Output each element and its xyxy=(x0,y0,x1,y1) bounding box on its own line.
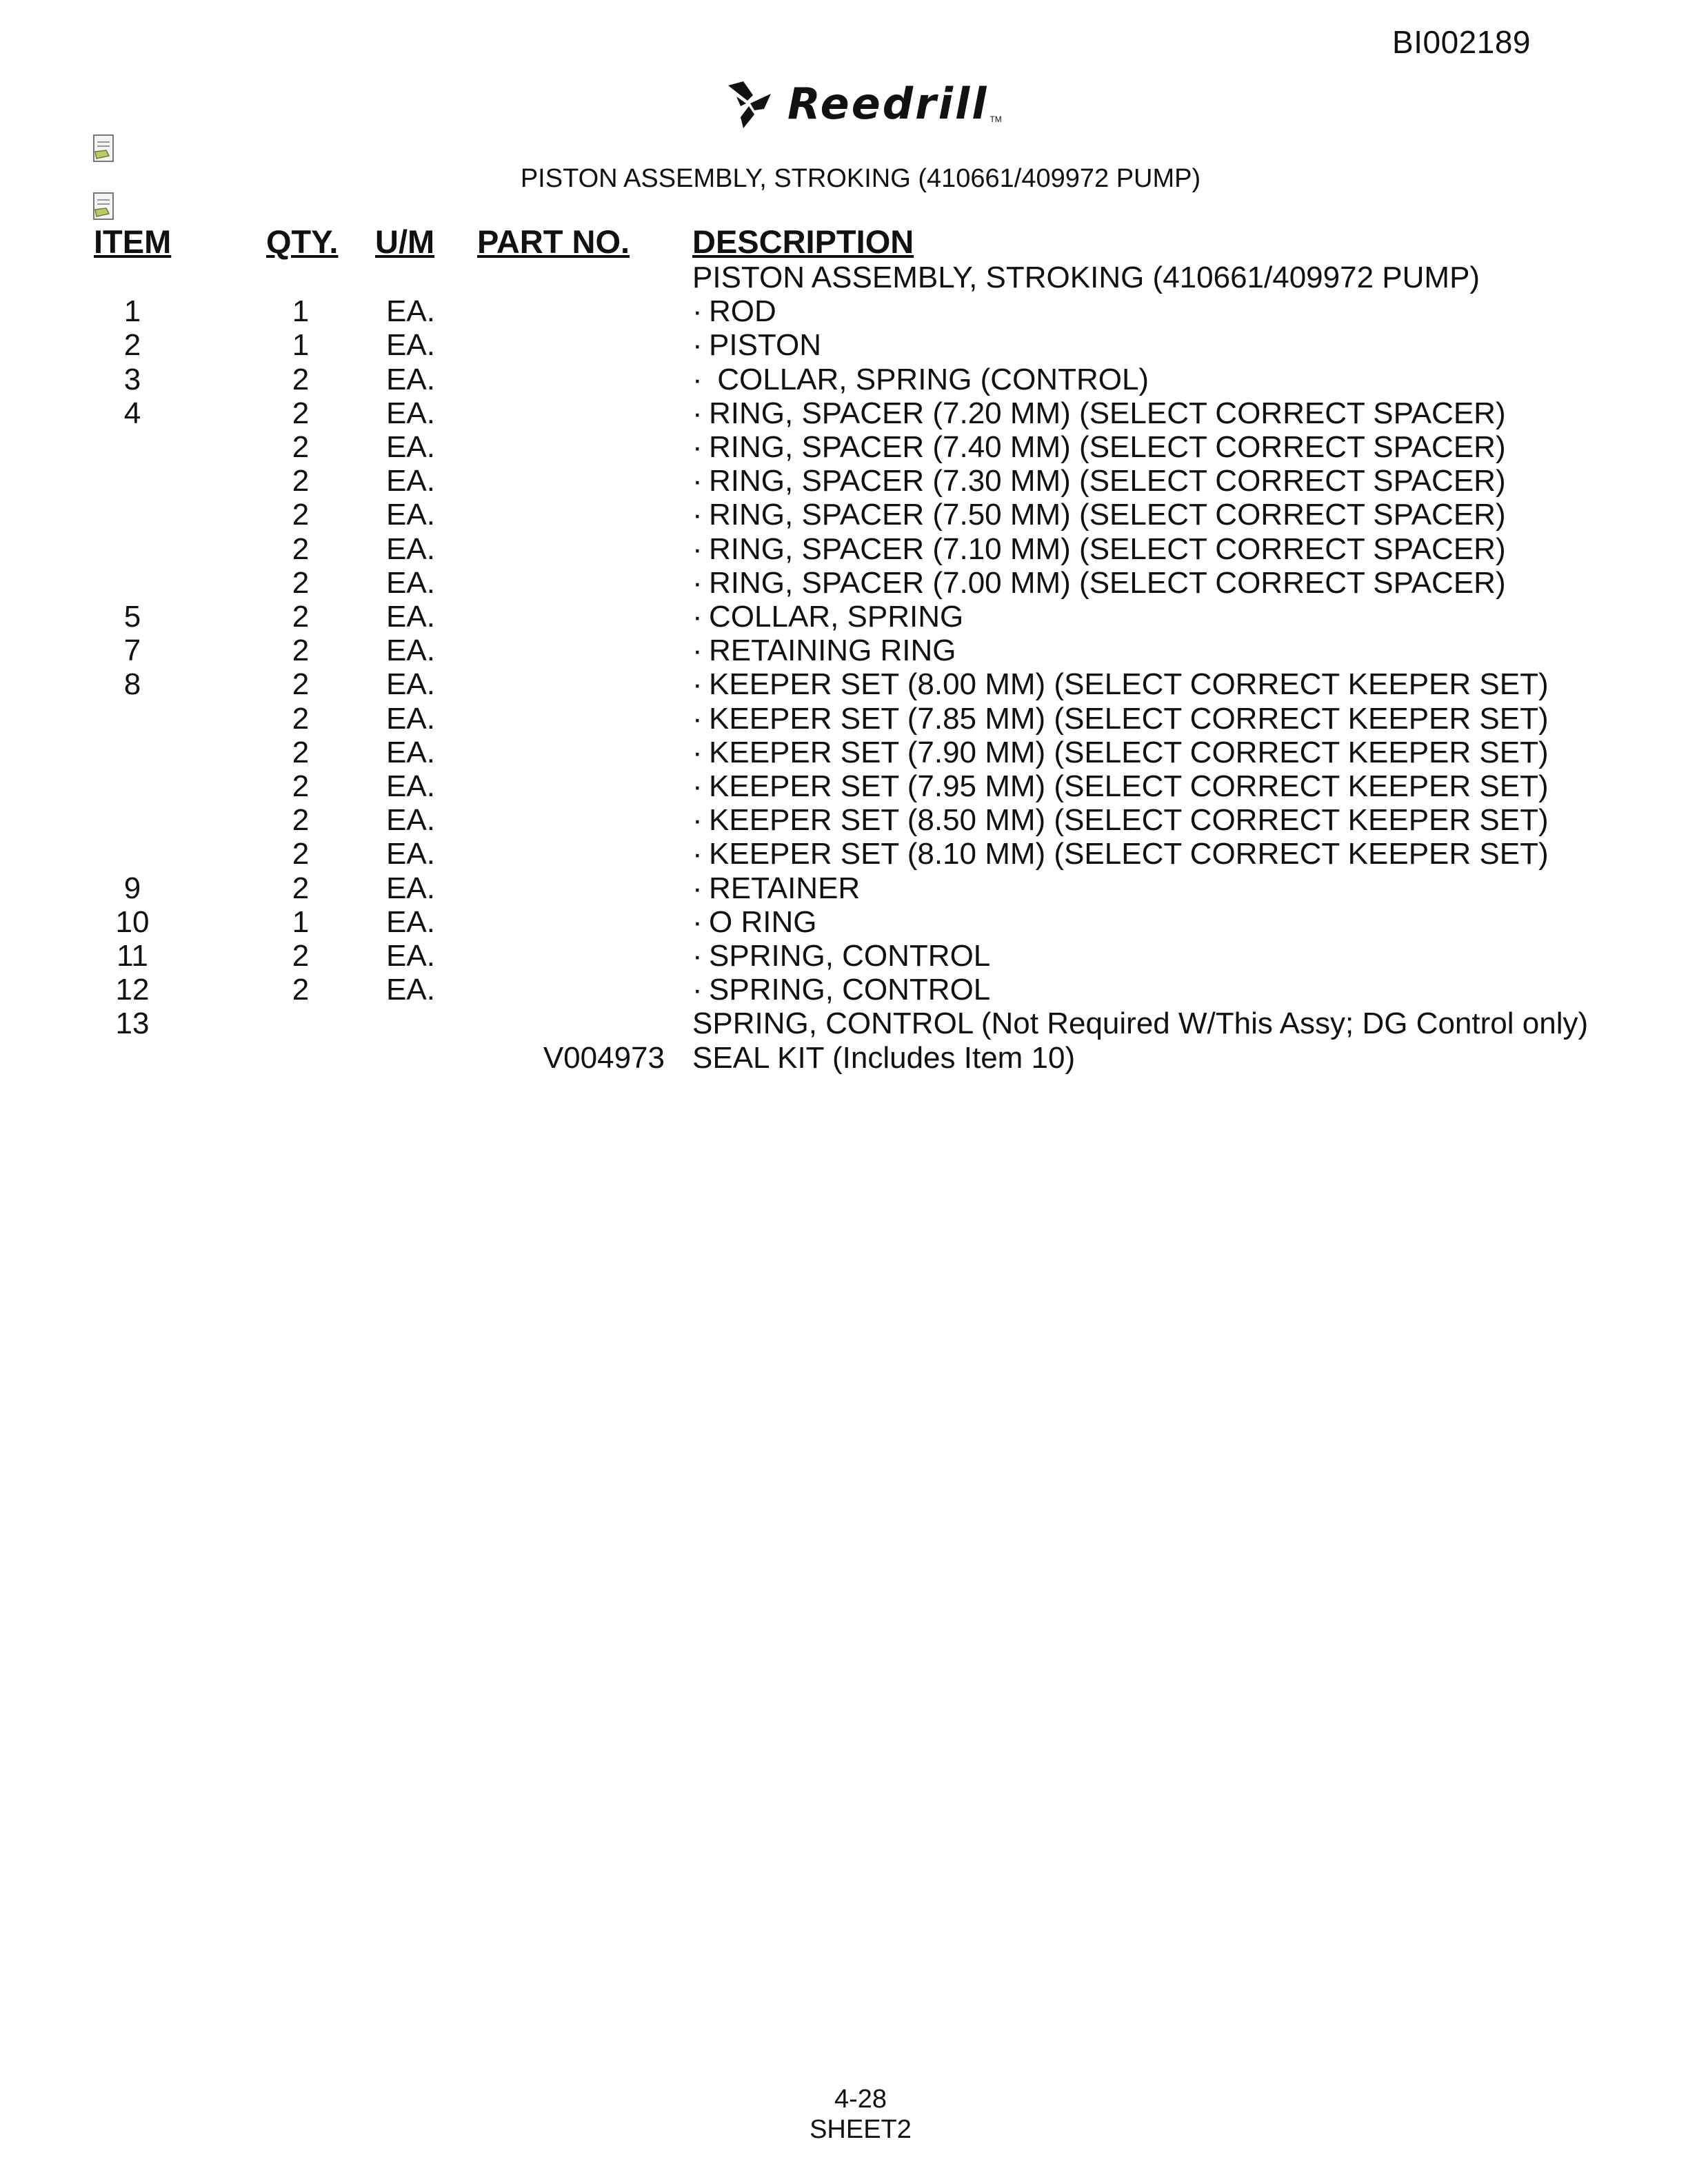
cell-part-no xyxy=(477,600,692,634)
qty-value: 2 xyxy=(292,532,310,566)
cell-um: EA. xyxy=(386,871,435,905)
item-number: 7 xyxy=(123,634,141,668)
cell-item xyxy=(0,634,266,667)
cell-description xyxy=(692,498,1588,532)
cell-um xyxy=(375,1007,477,1040)
qty-value: 2 xyxy=(292,600,310,634)
qty-value: 2 xyxy=(292,701,310,736)
cell-qty xyxy=(266,566,375,600)
table-row xyxy=(0,1007,1588,1040)
cell-qty xyxy=(266,363,375,396)
qty-value: 2 xyxy=(292,769,310,804)
cell-item xyxy=(0,769,266,803)
item-number: 3 xyxy=(123,362,141,396)
cell-part-no xyxy=(477,294,692,328)
table-row xyxy=(0,769,1588,803)
cell-description xyxy=(692,871,1588,905)
column-header-qty: QTY. xyxy=(266,223,339,260)
table-row xyxy=(0,498,1588,532)
cell-description xyxy=(692,1007,1588,1040)
cell-um: EA. xyxy=(386,532,435,566)
cell-item xyxy=(0,261,266,294)
description-text: SPRING, CONTROL xyxy=(709,973,991,1007)
bullet-marker: · xyxy=(692,294,703,329)
description-text: SPRING, CONTROL (Not Required W/This Assy; DG Control only) xyxy=(692,1007,1589,1041)
cell-qty xyxy=(266,905,375,939)
cell-item xyxy=(0,702,266,736)
cell-description xyxy=(692,837,1588,871)
description-text: SPRING, CONTROL xyxy=(709,939,991,973)
cell-item xyxy=(0,396,266,430)
cell-item xyxy=(0,532,266,566)
cell-um: EA. xyxy=(386,939,435,973)
table-row xyxy=(0,396,1588,430)
cell-item xyxy=(0,939,266,973)
cell-item xyxy=(0,600,266,634)
table-row xyxy=(0,939,1588,973)
cell-description xyxy=(692,363,1588,396)
description-text: RETAINER xyxy=(709,871,861,905)
cell-part-no xyxy=(477,667,692,701)
qty-value: 2 xyxy=(292,735,310,769)
column-header-item: ITEM xyxy=(94,223,172,260)
cell-part-no xyxy=(477,803,692,837)
item-number: 10 xyxy=(115,904,150,939)
table-row xyxy=(0,973,1588,1007)
cell-description xyxy=(692,396,1588,430)
description-text: RING, SPACER (7.20 MM) (SELECT CORRECT SPACER) xyxy=(709,396,1506,430)
cell-part-no xyxy=(477,837,692,871)
cell-um: EA. xyxy=(386,735,435,769)
table-row xyxy=(0,803,1588,837)
cell-um: EA. xyxy=(386,294,435,329)
cell-description xyxy=(692,328,1588,362)
bullet-marker: · xyxy=(692,498,703,532)
table-row xyxy=(0,294,1588,328)
cell-um: EA. xyxy=(386,430,435,465)
qty-value: 2 xyxy=(292,803,310,838)
description-text: RING, SPACER (7.50 MM) (SELECT CORRECT SPACER) xyxy=(709,498,1506,532)
cell-item xyxy=(0,803,266,837)
bullet-marker: · xyxy=(692,667,703,702)
cell-qty xyxy=(266,702,375,736)
table-row xyxy=(0,736,1588,769)
description-text: RING, SPACER (7.10 MM) (SELECT CORRECT SPACER) xyxy=(709,532,1506,566)
qty-value: 1 xyxy=(292,294,310,329)
cell-part-no xyxy=(477,396,692,430)
description-text: SEAL KIT (Includes Item 10) xyxy=(692,1040,1076,1075)
qty-value: 2 xyxy=(292,362,310,396)
description-text: KEEPER SET (8.10 MM) (SELECT CORRECT KEEPER SET) xyxy=(709,837,1549,871)
parts-table-body xyxy=(0,261,1588,1075)
cell-item xyxy=(0,905,266,939)
cell-description xyxy=(692,532,1588,566)
cell-qty xyxy=(266,464,375,498)
cell-um: EA. xyxy=(386,904,435,939)
cell-qty xyxy=(266,939,375,973)
bullet-marker: · xyxy=(692,939,703,973)
table-row xyxy=(0,634,1588,667)
qty-value: 1 xyxy=(292,328,310,363)
cell-item xyxy=(0,1041,266,1075)
bullet-marker: · xyxy=(692,904,703,939)
cell-item xyxy=(0,1007,266,1040)
cell-part-no xyxy=(477,736,692,769)
description-text: KEEPER SET (7.85 MM) (SELECT CORRECT KEEPER SET) xyxy=(709,701,1549,736)
cell-um: EA. xyxy=(386,701,435,736)
table-row xyxy=(0,532,1588,566)
bullet-marker: · xyxy=(692,328,703,363)
brand-trademark: TM xyxy=(989,114,1002,124)
page-title: PISTON ASSEMBLY, STROKING (410661/409972 PUMP) xyxy=(520,164,1201,193)
cell-qty xyxy=(266,837,375,871)
cell-um: EA. xyxy=(386,837,435,871)
cell-description xyxy=(692,464,1588,498)
cell-description xyxy=(692,973,1588,1007)
cell-description xyxy=(692,600,1588,634)
qty-value: 2 xyxy=(292,871,310,905)
cell-item xyxy=(0,736,266,769)
column-header-description: DESCRIPTION xyxy=(692,223,914,260)
cell-part-no xyxy=(477,769,692,803)
cell-description xyxy=(692,803,1588,837)
bullet-marker: · xyxy=(692,701,703,736)
cell-part-no xyxy=(477,566,692,600)
bullet-marker: · xyxy=(692,973,703,1007)
cell-part-no xyxy=(477,363,692,396)
qty-value: 1 xyxy=(292,904,310,939)
cell-um: EA. xyxy=(386,328,435,363)
cell-um: EA. xyxy=(386,464,435,498)
document-icon[interactable] xyxy=(91,134,119,164)
table-row xyxy=(0,363,1588,396)
qty-value: 2 xyxy=(292,396,310,430)
cell-qty xyxy=(266,600,375,634)
cell-um: EA. xyxy=(386,600,435,634)
cell-um: EA. xyxy=(386,634,435,668)
cell-part-no xyxy=(477,328,692,362)
bullet-marker: · xyxy=(692,871,703,905)
cell-part-no xyxy=(477,464,692,498)
cell-part-no xyxy=(477,532,692,566)
cell-description xyxy=(692,939,1588,973)
cell-qty xyxy=(266,532,375,566)
table-row xyxy=(0,600,1588,634)
qty-value: 2 xyxy=(292,565,310,600)
cell-part-no: V004973 xyxy=(543,1040,665,1075)
cell-um: EA. xyxy=(386,565,435,600)
item-number: 11 xyxy=(117,939,148,973)
description-text: RING, SPACER (7.30 MM) (SELECT CORRECT SPACER) xyxy=(709,464,1506,498)
cell-um: EA. xyxy=(386,973,435,1007)
cell-item xyxy=(0,294,266,328)
item-number: 5 xyxy=(123,600,141,634)
cell-description xyxy=(692,702,1588,736)
cell-qty xyxy=(266,667,375,701)
brand-header xyxy=(723,76,1002,131)
bullet-marker: · xyxy=(692,634,703,668)
table-row xyxy=(0,905,1588,939)
cell-um xyxy=(375,261,477,294)
cell-description xyxy=(692,430,1588,464)
parts-table xyxy=(0,222,1588,1075)
item-number: 12 xyxy=(115,973,150,1007)
cell-qty xyxy=(266,803,375,837)
bullet-marker: · xyxy=(692,769,703,804)
column-header-part-no: PART NO. xyxy=(477,223,630,260)
cell-item xyxy=(0,464,266,498)
cell-item xyxy=(0,498,266,532)
item-number: 8 xyxy=(123,667,141,702)
description-text: KEEPER SET (7.90 MM) (SELECT CORRECT KEEPER SET) xyxy=(709,735,1549,769)
cell-qty xyxy=(266,328,375,362)
description-text: O RING xyxy=(709,904,817,939)
brand-name: Reedrill xyxy=(787,78,989,129)
document-icon[interactable] xyxy=(91,192,119,222)
item-number: 9 xyxy=(123,871,141,905)
description-text: PISTON xyxy=(709,328,822,363)
cell-item xyxy=(0,328,266,362)
item-number: 13 xyxy=(115,1007,150,1041)
cell-description xyxy=(692,736,1588,769)
cell-description xyxy=(692,769,1588,803)
cell-um: EA. xyxy=(386,769,435,804)
item-number: 1 xyxy=(123,294,141,329)
cell-part-no xyxy=(477,430,692,464)
column-header-um: U/M xyxy=(375,223,435,260)
cell-item xyxy=(0,363,266,396)
table-row xyxy=(0,1041,1588,1075)
cell-um: EA. xyxy=(386,803,435,838)
cell-description xyxy=(692,634,1588,667)
cell-item xyxy=(0,837,266,871)
qty-value: 2 xyxy=(292,837,310,871)
cell-qty xyxy=(266,430,375,464)
qty-value: 2 xyxy=(292,939,310,973)
table-row xyxy=(0,702,1588,736)
cell-qty xyxy=(266,634,375,667)
description-text: KEEPER SET (8.50 MM) (SELECT CORRECT KEEPER SET) xyxy=(709,803,1549,838)
cell-part-no xyxy=(477,871,692,905)
qty-value: 2 xyxy=(292,634,310,668)
description-text: RING, SPACER (7.40 MM) (SELECT CORRECT SPACER) xyxy=(709,430,1506,465)
cell-part-no xyxy=(477,973,692,1007)
bullet-marker: · xyxy=(692,735,703,769)
bullet-marker: · xyxy=(692,362,703,396)
cell-qty xyxy=(266,871,375,905)
cell-qty xyxy=(266,1007,375,1040)
cell-description xyxy=(692,566,1588,600)
description-text: ROD xyxy=(709,294,776,329)
qty-value: 2 xyxy=(292,973,310,1007)
cell-item xyxy=(0,973,266,1007)
cell-um: EA. xyxy=(386,362,435,396)
cell-um: EA. xyxy=(386,498,435,532)
table-row xyxy=(0,837,1588,871)
bullet-marker: · xyxy=(692,565,703,600)
cell-qty xyxy=(266,736,375,769)
cell-item xyxy=(0,430,266,464)
table-row xyxy=(0,566,1588,600)
cell-description xyxy=(692,1041,1588,1075)
bullet-marker: · xyxy=(692,430,703,465)
description-text: COLLAR, SPRING xyxy=(709,600,964,634)
description-text: KEEPER SET (7.95 MM) (SELECT CORRECT KEEPER SET) xyxy=(709,769,1549,804)
bullet-marker: · xyxy=(692,532,703,566)
cell-qty xyxy=(266,396,375,430)
qty-value: 2 xyxy=(292,498,310,532)
cell-part-no xyxy=(477,498,692,532)
cell-part-no xyxy=(477,1007,692,1040)
cell-qty xyxy=(266,261,375,294)
cell-item xyxy=(0,566,266,600)
cell-um: EA. xyxy=(386,396,435,430)
bullet-marker: · xyxy=(692,837,703,871)
cell-part-no xyxy=(477,634,692,667)
page-number: 4-28 xyxy=(834,2085,887,2114)
cell-description xyxy=(692,905,1588,939)
bullet-marker: · xyxy=(692,464,703,498)
table-row xyxy=(0,430,1588,464)
bullet-marker: · xyxy=(692,396,703,430)
cell-part-no xyxy=(477,905,692,939)
table-row xyxy=(0,328,1588,362)
sheet-label: SHEET2 xyxy=(810,2115,912,2144)
cell-um xyxy=(375,1041,477,1075)
document-id: BI002189 xyxy=(1392,24,1531,60)
cell-description xyxy=(692,294,1588,328)
cell-description xyxy=(692,261,1588,294)
reedrill-logo-icon xyxy=(723,76,778,131)
bullet-marker: · xyxy=(692,600,703,634)
cell-part-no xyxy=(477,261,692,294)
cell-item xyxy=(0,871,266,905)
cell-part-no xyxy=(477,702,692,736)
description-text: RING, SPACER (7.00 MM) (SELECT CORRECT SPACER) xyxy=(709,565,1506,600)
table-row xyxy=(0,871,1588,905)
description-text: KEEPER SET (8.00 MM) (SELECT CORRECT KEEPER SET) xyxy=(709,667,1549,702)
item-number: 4 xyxy=(123,396,141,430)
cell-part-no xyxy=(477,939,692,973)
table-row xyxy=(0,464,1588,498)
cell-qty xyxy=(266,769,375,803)
cell-description xyxy=(692,667,1588,701)
cell-item xyxy=(0,667,266,701)
qty-value: 2 xyxy=(292,430,310,465)
cell-qty xyxy=(266,498,375,532)
table-header-row xyxy=(0,222,1588,261)
table-row xyxy=(0,667,1588,701)
cell-um: EA. xyxy=(386,667,435,702)
description-text: RETAINING RING xyxy=(709,634,956,668)
table-row xyxy=(0,261,1588,294)
qty-value: 2 xyxy=(292,464,310,498)
description-text: COLLAR, SPRING (CONTROL) xyxy=(709,362,1149,396)
cell-qty xyxy=(266,294,375,328)
cell-qty xyxy=(266,973,375,1007)
description-text: PISTON ASSEMBLY, STROKING (410661/409972 PUMP) xyxy=(692,261,1480,294)
item-number: 2 xyxy=(123,328,141,363)
cell-qty xyxy=(266,1041,375,1075)
bullet-marker: · xyxy=(692,803,703,838)
qty-value: 2 xyxy=(292,667,310,702)
